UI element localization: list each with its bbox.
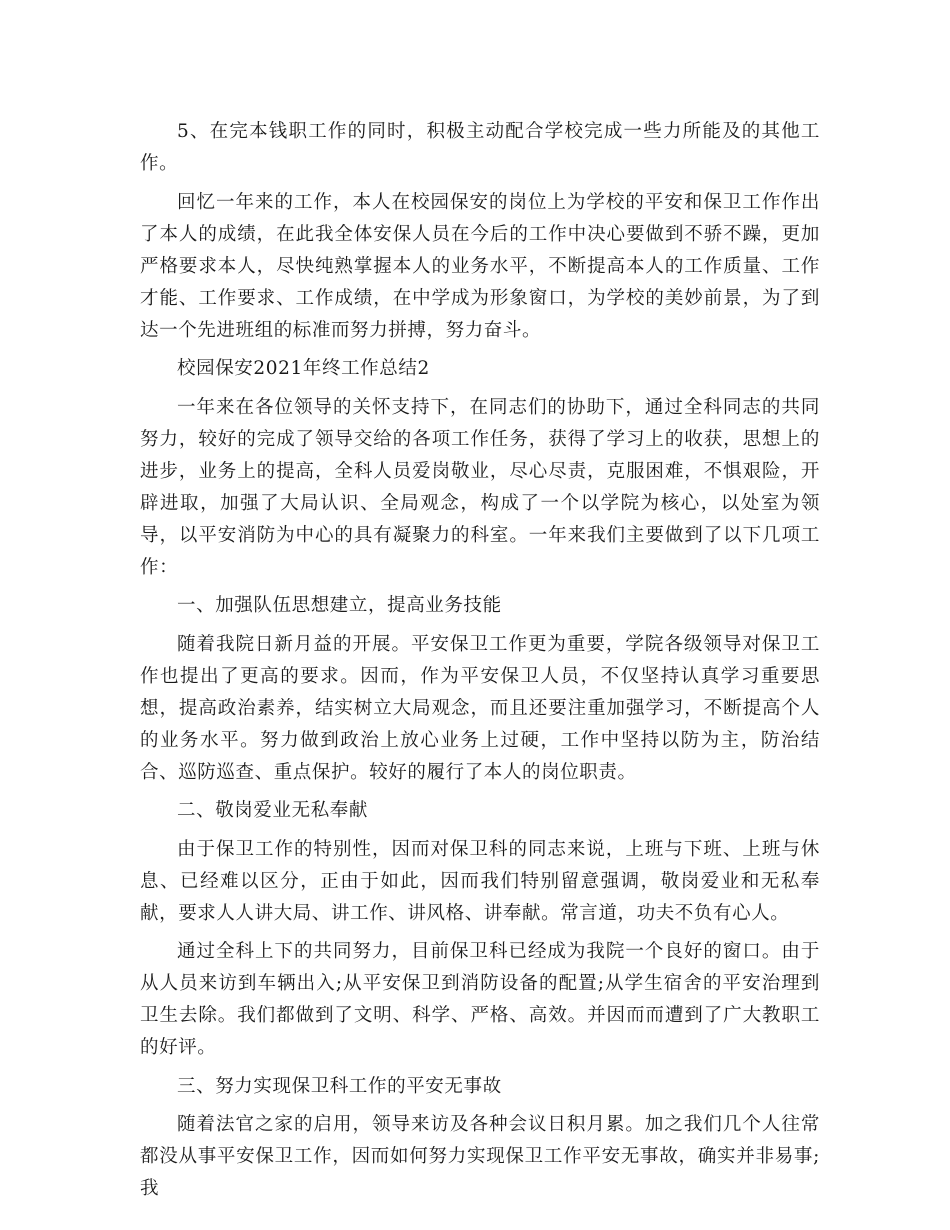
paragraph-three: 随着法官之家的启用，领导来访及各种会议日积月累。加之我们几个人往常都没从事平安保卫工作，因而如何努力实现保卫工作平安无事故，确实并非易事;我	[140, 1114, 820, 1199]
document-body	[140, 116, 820, 1212]
paragraph-two-b: 通过全科上下的共同努力，目前保卫科已经成为我院一个良好的窗口。由于从人员来访到车辆出入;从平安保卫到消防设备的配置;从学生宿舍的平安治理到卫生去除。我们都做到了文明、科学、严格、高效。并因而而遭到了广大教职工的好评。	[140, 941, 820, 1058]
paragraph-review: 回忆一年来的工作，本人在校园保安的岗位上为学校的平安和保卫工作作出了本人的成绩，在此我全体安保人员在今后的工作中决心要做到不骄不躁，更加严格要求本人，尽快纯熟掌握本人的业务水平，不断提高本人的工作质量、工作才能、工作要求、工作成绩，在中学成为形象窗口，为学校的美妙前景，为了到达一个先进班组的标准而努力拼搏，努力奋斗。	[140, 191, 820, 341]
paragraph-item-5: 5、在完本钱职工作的同时，积极主动配合学校完成一些力所能及的其他工作。	[140, 121, 820, 174]
paragraph-one: 随着我院日新月益的开展。平安保卫工作更为重要，学院各级领导对保卫工作也提出了更高的要求。因而，作为平安保卫人员，不仅坚持认真学习重要思想，提高政治素养，结实树立大局观念，而且还要注重加强学习，不断提高个人的业务水平。努力做到政治上放心业务上过硬，工作中坚持以防为主，防治结合、巡防巡查、重点保护。较好的履行了本人的岗位职责。	[140, 633, 820, 783]
paragraph-two-a: 由于保卫工作的特别性，因而对保卫科的同志来说，上班与下班、上班与休息、已经难以区分，正由于如此，因而我们特别留意强调，敬岗爱业和无私奉献，要求人人讲大局、讲工作、讲风格、讲奉献。常言道，功夫不负有心人。	[140, 838, 820, 924]
heading-two: 二、敬岗爱业无私奉献	[177, 800, 369, 821]
paragraph-intro: 一年来在各位领导的关怀支持下，在同志们的协助下，通过全科同志的共同努力，较好的完成了领导交给的各项工作任务，获得了学习上的收获，思想上的进步，业务上的提高，全科人员爱岗敬业，尽心尽责，克服困难，不惧艰险，开辟进取，加强了大局认识、全局观念，构成了一个以学院为核心，以处室为领导，以平安消防为中心的具有凝聚力的科室。一年来我们主要做到了以下几项工作：	[140, 396, 820, 578]
heading-three: 三、努力实现保卫科工作的平安无事故	[177, 1075, 502, 1097]
heading-one: 一、加强队伍思想建立，提高业务技能	[177, 595, 502, 616]
section-title: 校园保安2021年终工作总结2	[177, 358, 430, 379]
